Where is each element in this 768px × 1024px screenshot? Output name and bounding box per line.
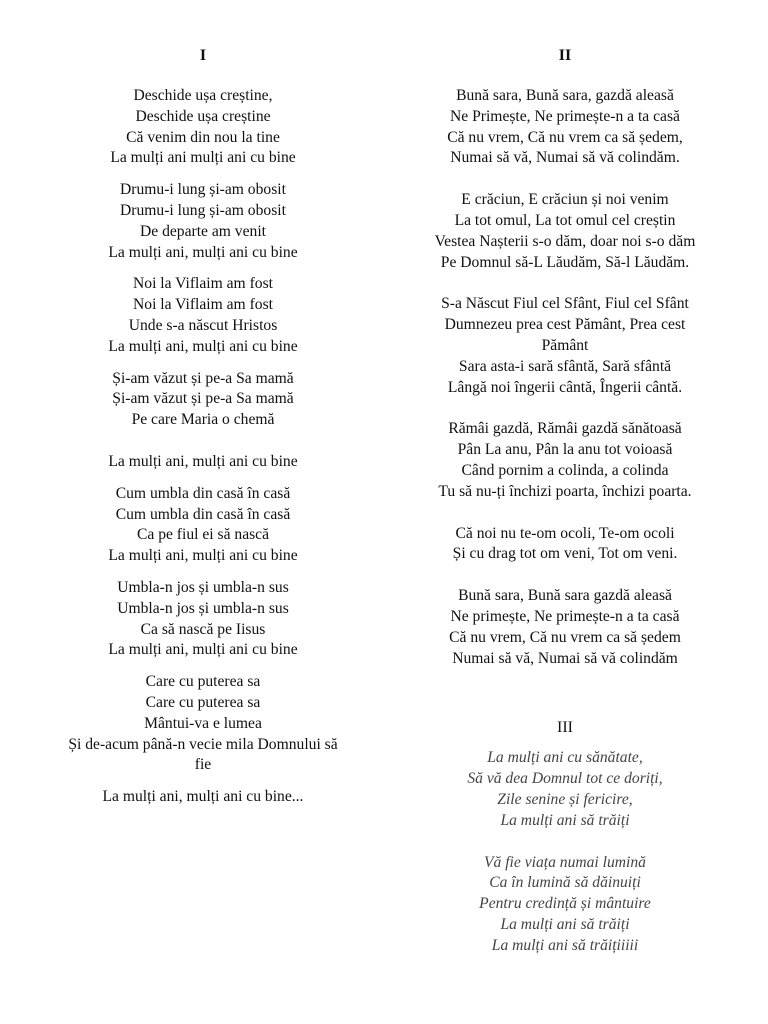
verse-line: La mulți ani, mulți ani cu bine bbox=[108, 243, 298, 261]
verse-line: La mulți ani, mulți ani cu bine bbox=[108, 547, 298, 565]
stanza bbox=[48, 484, 358, 567]
verse-line: Când pornim a colinda, a colinda bbox=[461, 461, 669, 479]
verse-line: Pân La anu, Pân la anu tot voioasă bbox=[457, 441, 673, 459]
verse-line: Cum umbla din casă în casă bbox=[115, 505, 291, 523]
stanza bbox=[410, 748, 720, 831]
verse-line: Deschide ușa creștine bbox=[135, 107, 271, 125]
verse-line: Lângă noi îngerii cântă, Îngerii cântă. bbox=[447, 378, 683, 396]
stanza-list-3 bbox=[410, 748, 720, 956]
verse-line: Deschide ușa creștine, bbox=[133, 87, 273, 104]
verse-line: Noi la Viflaim am fost bbox=[133, 275, 273, 293]
verse-line: Ne primește, Ne primește-n a ta casă bbox=[450, 607, 680, 625]
verse-line: Vestea Nașterii s-o dăm, doar noi s-o dăm bbox=[434, 232, 696, 250]
verse-line: E crăciun, E crăciun și noi venim bbox=[461, 191, 669, 209]
verse-line: Numai să vă, Numai să vă colindăm bbox=[452, 649, 678, 667]
verse-line: Și-am văzut și pe-a Sa mamă bbox=[112, 369, 294, 387]
verse-line: Pe Domnul să-L Lăudăm, Să-l Lăudăm. bbox=[440, 253, 690, 271]
stanza bbox=[410, 853, 720, 957]
verse-line: Și de-acum până-n vecie mila Domnului să bbox=[68, 735, 338, 753]
verse-line: Care cu puterea sa bbox=[145, 673, 261, 691]
verse-line: Bună sara, Bună sara gazdă aleasă bbox=[458, 587, 672, 605]
verse-line: Unde s-a născut Hristos bbox=[128, 316, 278, 334]
stanza-list-2 bbox=[410, 86, 720, 669]
verse-line: Cum umbla din casă în casă bbox=[115, 484, 291, 502]
stanza bbox=[410, 294, 720, 398]
verse-line: Ne Primește, Ne primește-n a ta casă bbox=[450, 107, 680, 125]
stanza bbox=[410, 524, 720, 566]
stanza bbox=[48, 274, 358, 357]
verse-line: Bună sara, Bună sara, gazdă aleasă bbox=[456, 87, 674, 104]
verse-line: La mulți ani, mulți ani cu bine bbox=[108, 452, 298, 470]
verse-line: Ca pe fiul ei să nască bbox=[136, 526, 270, 544]
column-1 bbox=[48, 46, 358, 819]
verse-line: Pentru credință și mântuire bbox=[479, 895, 651, 913]
verse-line: La mulți ani cu sănătate, bbox=[487, 749, 643, 767]
column-2 bbox=[410, 46, 720, 978]
stanza bbox=[48, 672, 358, 776]
verse-line: La mulți ani, mulți ani cu bine bbox=[108, 337, 298, 355]
verse-line: Care cu puterea sa bbox=[145, 693, 261, 711]
verse-line: S-a Născut Fiul cel Sfânt, Fiul cel Sfânt bbox=[441, 295, 689, 313]
stanza bbox=[48, 180, 358, 263]
verse-line: La mulți ani să trăițiiiii bbox=[491, 936, 639, 954]
verse-line: Și cu drag tot om veni, Tot om veni. bbox=[452, 545, 678, 563]
verse-line: Să vă dea Domnul tot ce doriți, bbox=[467, 770, 663, 788]
stanza-list-1 bbox=[48, 86, 358, 808]
verse-line: Vă fie viața numai lumină bbox=[484, 853, 646, 871]
verse-line: Și-am văzut și pe-a Sa mamă bbox=[112, 390, 294, 408]
verse-line: La mulți ani, mulți ani cu bine... bbox=[102, 788, 304, 806]
stanza bbox=[48, 787, 358, 808]
verse-line: Rămâi gazdă, Rămâi gazdă sănătoasă bbox=[448, 420, 682, 438]
stanza bbox=[410, 586, 720, 669]
verse-line: Că nu vrem, Că nu vrem ca să ședem, bbox=[447, 128, 683, 146]
stanza bbox=[48, 369, 358, 431]
stanza bbox=[48, 452, 358, 473]
verse-line: Numai să vă, Numai să vă colindăm. bbox=[450, 149, 680, 167]
verse-line: De departe am venit bbox=[140, 222, 266, 240]
verse-line: Drumu-i lung și-am obosit bbox=[120, 201, 286, 219]
verse-line: La mulți ani să trăiți bbox=[500, 811, 630, 829]
verse-line: Noi la Viflaim am fost bbox=[133, 296, 273, 314]
section-heading-1: I bbox=[199, 47, 207, 64]
verse-line: Drumu-i lung și-am obosit bbox=[120, 181, 286, 199]
stanza bbox=[48, 86, 358, 169]
verse-line: La tot omul, La tot omul cel creștin bbox=[454, 211, 676, 229]
verse-line: Că noi nu te-om ocoli, Te-om ocoli bbox=[455, 524, 675, 542]
verse-line: Că venim din nou la tine bbox=[126, 128, 280, 146]
verse-line: Ca să nască pe Iisus bbox=[140, 620, 266, 638]
verse-line: Mântui-va e lumea bbox=[144, 714, 262, 732]
verse-line: Umbla-n jos și umbla-n sus bbox=[117, 599, 289, 617]
stanza bbox=[410, 190, 720, 273]
section-heading-3: III bbox=[557, 719, 573, 737]
verse-line: fie bbox=[194, 756, 212, 774]
verse-line: La mulți ani mulți ani cu bine bbox=[110, 149, 296, 167]
verse-line: Sara asta-i sară sfântă, Sară sfântă bbox=[458, 357, 672, 375]
verse-line: Că nu vrem, Că nu vrem ca să ședem bbox=[449, 628, 681, 646]
verse-line: La mulți ani să trăiți bbox=[500, 915, 630, 933]
stanza bbox=[410, 86, 720, 169]
verse-line: Pământ bbox=[541, 336, 589, 354]
verse-line: Ca în lumină să dăinuiți bbox=[489, 874, 641, 892]
verse-line: Dumnezeu prea cest Pământ, Prea cest bbox=[444, 316, 686, 334]
stanza bbox=[48, 578, 358, 661]
verse-line: Umbla-n jos și umbla-n sus bbox=[117, 578, 289, 596]
verse-line: La mulți ani, mulți ani cu bine bbox=[108, 641, 298, 659]
stanza bbox=[410, 419, 720, 502]
verse-line: Zile senine și fericire, bbox=[497, 790, 633, 808]
section-heading-2: II bbox=[558, 47, 572, 64]
verse-line: Tu să nu-ți închizi poarta, închizi poarta. bbox=[438, 482, 692, 500]
verse-line: Pe care Maria o chemă bbox=[131, 411, 275, 429]
